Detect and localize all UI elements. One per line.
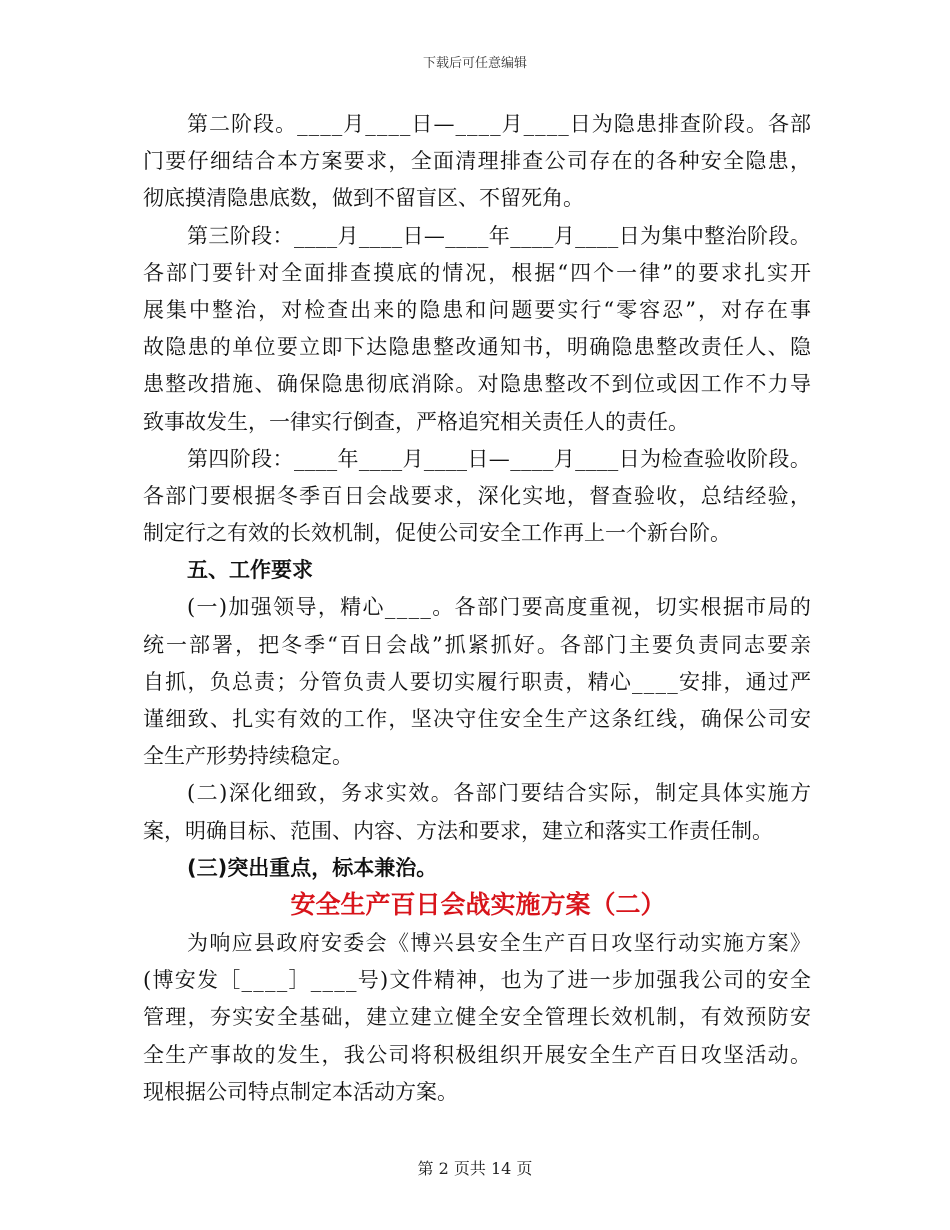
text-line: 门要仔细结合本方案要求，全面清理排查公司存在的各种安全隐患， bbox=[143, 149, 813, 174]
page-footer: 第 2 页共 14 页 bbox=[417, 1159, 533, 1178]
document-title: 安全生产百日会战实施方案（二） bbox=[290, 889, 666, 919]
text-line: 彻底摸清隐患底数，做到不留盲区、不留死角。 bbox=[143, 186, 584, 211]
text-line: (二)深化细致，务求实效。各部门要结合实际，制定具体实施方 bbox=[187, 781, 813, 806]
text-line: 故隐患的单位要立即下达隐患整改通知书，明确隐患整改责任人、隐 bbox=[143, 335, 813, 360]
text-line: 展集中整治，对检查出来的隐患和问题要实行“零容忍”，对存在事 bbox=[143, 297, 814, 322]
text-line: (一)加强领导，精心____。各部门要高度重视，切实根据市局的 bbox=[187, 595, 813, 620]
text-line: 制定行之有效的长效机制，促使公司安全工作再上一个新台阶。 bbox=[143, 521, 731, 546]
text-line: 现根据公司特点制定本活动方案。 bbox=[143, 1079, 458, 1104]
page-header: 下载后可任意编辑 bbox=[422, 56, 527, 71]
text-line: 全生产事故的发生，我公司将积极组织开展安全生产百日攻坚活动。 bbox=[143, 1042, 813, 1067]
section-heading: (三)突出重点，标本兼治。 bbox=[187, 855, 438, 880]
section-heading: 五、工作要求 bbox=[187, 558, 313, 583]
text-line: 致事故发生，一律实行倒查，严格追究相关责任人的责任。 bbox=[143, 409, 689, 434]
text-line: 第四阶段：____年____月____日—____月____日为检查验收阶段。 bbox=[187, 446, 812, 471]
text-line: 谨细致、扎实有效的工作，坚决守住安全生产这条红线，确保公司安 bbox=[143, 707, 813, 731]
text-line: (博安发［____］____号)文件精神，也为了进一步加强我公司的安全 bbox=[143, 968, 813, 993]
section-one bbox=[143, 106, 813, 887]
text-line: 第二阶段。____月____日—____月____日为隐患排查阶段。各部 bbox=[187, 112, 813, 136]
text-line: 自抓，负总责；分管负责人要切实履行职责，精心____安排，通过严 bbox=[143, 669, 813, 694]
text-line: 管理，夯实安全基础，建立建立健全安全管理长效机制，有效预防安 bbox=[143, 1005, 813, 1030]
text-line: 为响应县政府安委会《博兴县安全生产百日攻坚行动实施方案》 bbox=[187, 930, 813, 955]
document-body bbox=[143, 106, 813, 1111]
text-line: 各部门要根据冬季百日会战要求，深化实地，督查验收，总结经验， bbox=[143, 483, 813, 508]
section-two bbox=[143, 925, 813, 1111]
text-line: 各部门要针对全面排查摸底的情况，根据“四个一律”的要求扎实开 bbox=[143, 260, 814, 285]
text-line: 患整改措施、确保隐患彻底消除。对隐患整改不到位或因工作不力导 bbox=[143, 372, 813, 397]
text-line: 第三阶段：____月____日—____年____月____日为集中整治阶段。 bbox=[187, 223, 812, 248]
text-line: 全生产形势持续稳定。 bbox=[143, 744, 353, 769]
text-line: 统一部署，把冬季“百日会战”抓紧抓好。各部门主要负责同志要亲 bbox=[143, 632, 814, 657]
text-line: 案，明确目标、范围、内容、方法和要求，建立和落实工作责任制。 bbox=[143, 818, 773, 843]
